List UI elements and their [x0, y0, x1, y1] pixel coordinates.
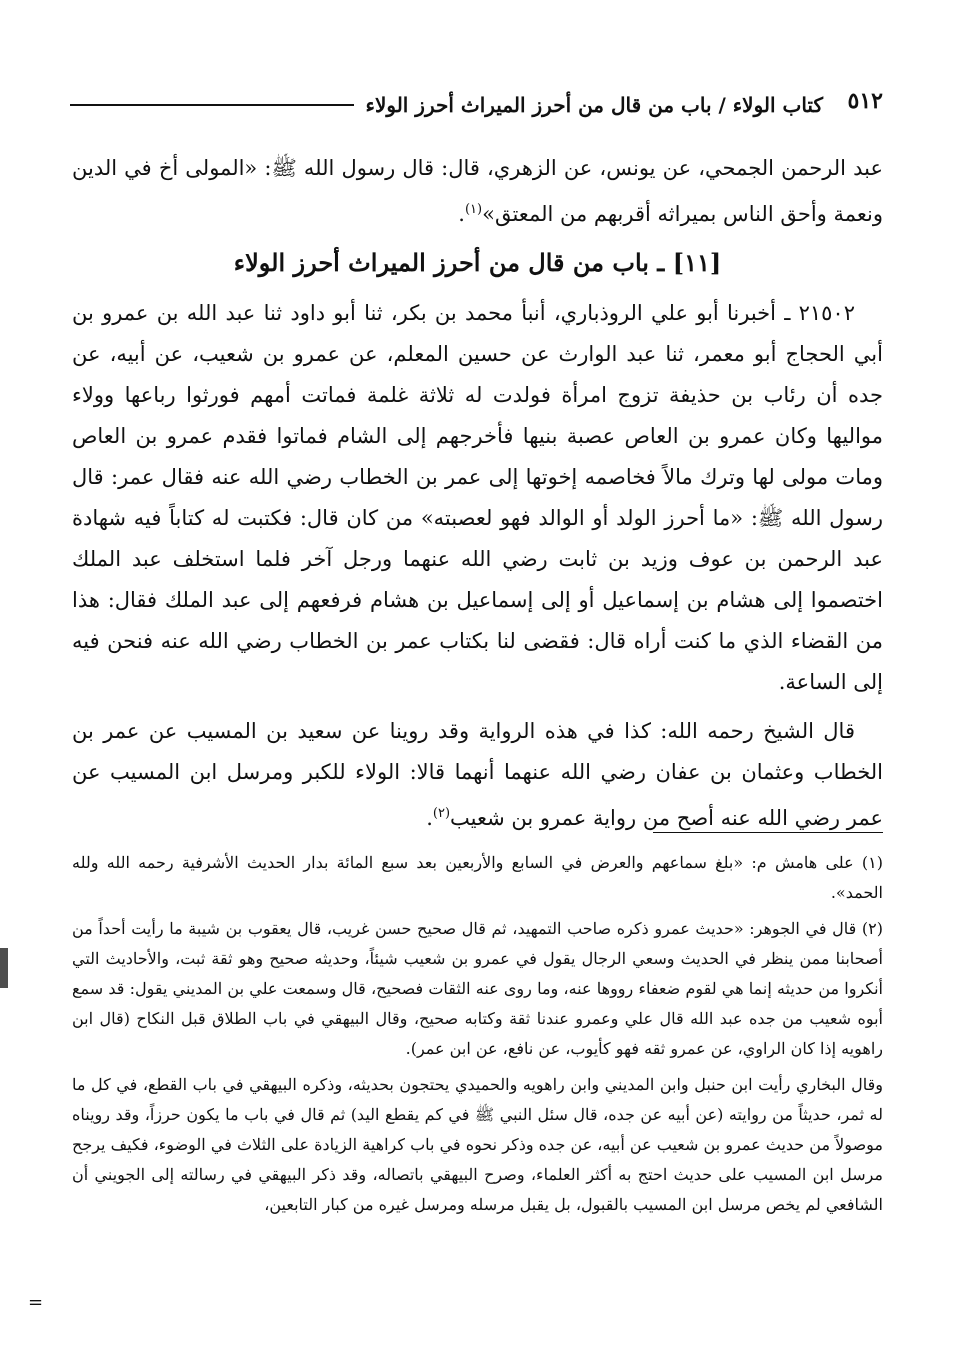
- footnote-2: [72, 914, 883, 1064]
- opening-end: .: [458, 202, 465, 226]
- shaykh-text: قال الشيخ رحمه الله: كذا في هذه الرواية وقد روينا عن سعيد بن المسيب عن عمر بن الخطاب وعثمان بن عفان رضي الله عنهما أنهما قالا: الولاء للكبر ومرسل ابن المسيب عن عمر رضي الله عنه أصح من رواية عمرو بن شعيب: [72, 719, 883, 830]
- footnote-2-continuation: وقال البخاري رأيت ابن حنبل وابن المديني وابن راهويه والحميدي يحتجون بحديثه، وذكره البيهقي في باب القطع، في كل ما له ثمر، حديثاً من روايته (عن أبيه عن جده، قال سئل النبي ﷺ في كم يقطع اليد) ثم قال في باب ما يكون حرزاً، وقد رويناه موصولاً من حديث عمرو بن شعيب عن أبيه، عن جده وذكر نحوه في باب كراهية الزيادة على الثلاث في الوضوء، فكيف يرجح مرسل ابن المسيب على حديث احتج به أكثر العلماء، وصرح البيهقي باتصاله، وقد ذكر البيهقي في رسالته إلى الجويني أن الشافعي لم يخص مرسل ابن المسيب بالقبول، بل يقبل مرسله ومرسل غيره من كبار التابعين،: [72, 1075, 884, 1214]
- section-heading: [١١] ـ باب من قال من أحرز الميراث أحرز الولاء: [233, 248, 722, 277]
- footnote-1-number: (١): [861, 853, 883, 872]
- page-header: [70, 88, 883, 122]
- main-text: [72, 148, 883, 839]
- scan-edge-mark: [0, 948, 8, 988]
- footnotes: [72, 848, 883, 1220]
- shaykh-end: .: [426, 806, 433, 830]
- page-number: ٥١٢: [847, 88, 883, 114]
- opening-text: عبد الرحمن الجمحي، عن يونس، عن الزهري، قال: قال رسول الله ﷺ: «المولى أخ في الدين ونعمة وأحق الناس بميراثه أقربهم من المعتق»: [72, 156, 883, 226]
- footnote-rule: [653, 832, 883, 833]
- shaykh-paragraph: [72, 711, 883, 839]
- header-rule: [70, 104, 354, 106]
- footnote-1-text: على هامش م: «بلغ سماعهم والعرض في السابع والأربعين بعد سبع المائة بدار الحديث الأشرفية رحمه الله ولله الحمد».: [72, 853, 883, 902]
- footnote-2-number: (٢): [861, 919, 884, 938]
- footnote-1: [72, 848, 883, 908]
- running-title: كتاب الولاء / باب من قال من أحرز الميراث أحرز الولاء: [365, 93, 823, 117]
- hadith-paragraph: ٢١٥٠٢ ـ أخبرنا أبو علي الروذباري، أنبأ محمد بن بكر، ثنا أبو داود ثنا عبد الله بن عمرو بن أبي الحجاج أبو معمر، ثنا عبد الوارث عن حسين المعلم، عن عمرو بن شعيب، عن أبيه، عن جده أن رئاب بن حذيفة تزوج امرأة فولدت له ثلاثة غلمة فماتت أمهم فورثوا رباعها وولاء مواليها وكان عمرو بن العاص عصبة بنيها فأخرجهم إلى الشام فماتوا فقدم عمرو بن العاص ومات مولى لها وترك مالاً فخاصمه إخوتها إلى عمر بن الخطاب رضي الله عنه فقال عمر: قال رسول الله ﷺ: «ما أحرز الولد أو الوالد فهو لعصبته» من كان قال: فكتبت له كتاباً فيه شهادة عبد الرحمن بن عوف وزيد بن ثابت رضي الله عنهما ورجل آخر فلما استخلف عبد الملك اختصموا إلى هشام بن إسماعيل أو إلى إسماعيل بن هشام فرفعهم إلى عبد الملك فقال: هذا من القضاء الذي ما كنت أراه قال: فقضى لنا بكتاب عمر بن الخطاب رضي الله عنه فنحن فيه إلى الساعة.: [72, 301, 884, 694]
- opening-paragraph: [72, 148, 883, 235]
- footnote-ref-1: (١): [464, 202, 483, 217]
- continuation-mark: =: [28, 1292, 44, 1313]
- footnote-2-text: قال في الجوهر: «حديث عمرو ذكره صاحب التمهيد، ثم قال صحيح حسن غريب، قال يعقوب بن شيبة ما رأيت أحداً من أصحابنا ممن ينظر في الحديث وسعي الرجال يقول في عمرو بن شعيب شيئاً، وحديثه صحيح وهو ثقة ثبت، والأحاديث التي أنكروا من حديثه إنما هي لقوم ضعفاء رووها عنه، وما روى عنه الثقات فصحيح، قال وسمعت علي بن المديني يقول: قد سمع أبوه شعيب من جده عبد الله قال علي وعمرو عندنا ثقة وكتابه صحيح، وقال البيهقي في باب الطلاق قبل النكاح (قال ابن راهويه إذا كان الراوي، عن عمرو ثقه فهو كأيوب، عن نافع، عن ابن عمر).: [72, 919, 884, 1058]
- footnote-ref-2: (٢): [432, 806, 451, 821]
